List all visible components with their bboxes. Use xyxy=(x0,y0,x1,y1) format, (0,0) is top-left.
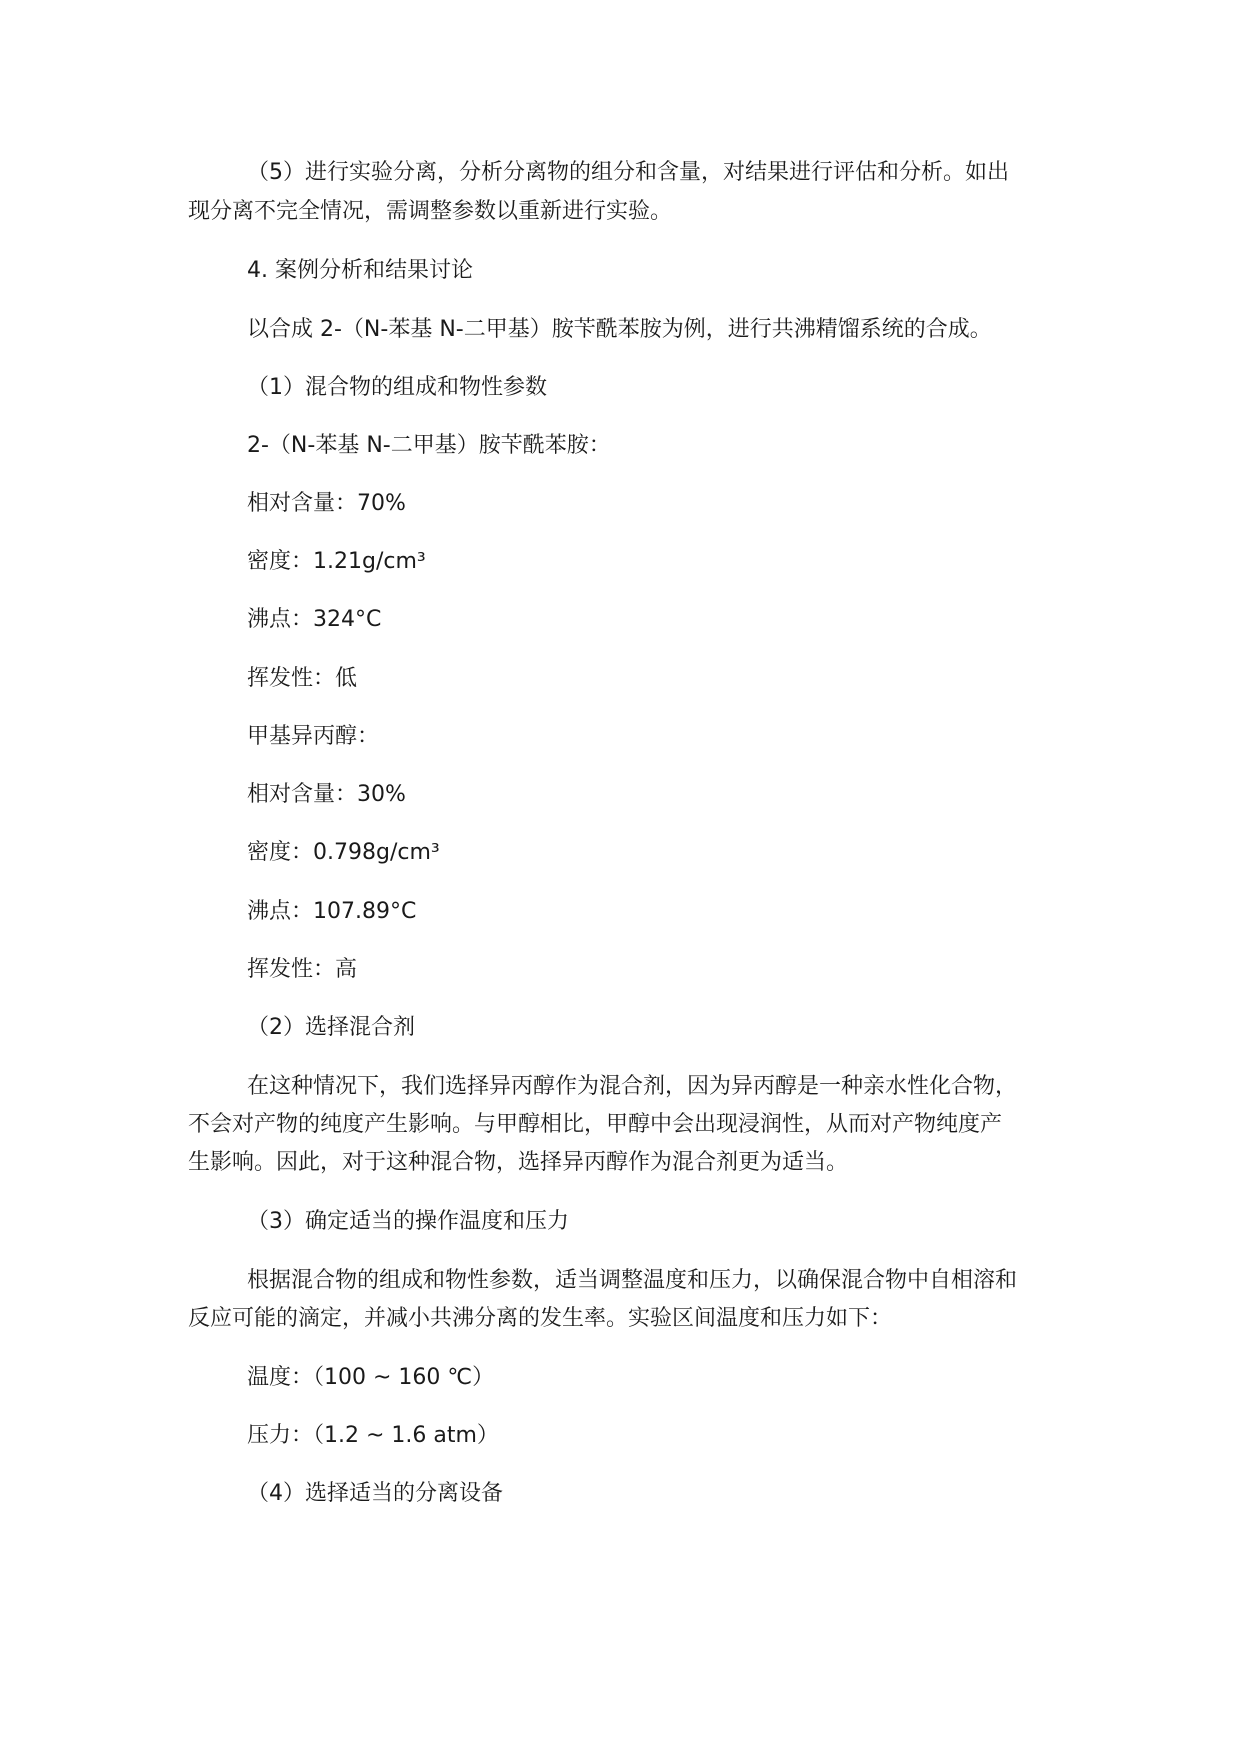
compound-2-density: 密度：0.798g/cm³ xyxy=(247,840,440,865)
paragraph-step-5-line-1: （5）进行实验分离，分析分离物的组分和含量，对结果进行评估和分析。如出 xyxy=(247,160,1009,185)
subheading-4: （4）选择适当的分离设备 xyxy=(247,1481,503,1506)
compound-2-volatility: 挥发性：高 xyxy=(247,957,358,982)
section-heading: 4. 案例分析和结果讨论 xyxy=(247,258,473,283)
compound-2-boiling-point: 沸点：107.89°C xyxy=(247,899,417,924)
compound-2-name: 甲基异丙醇： xyxy=(247,724,380,749)
subheading-3: （3）确定适当的操作温度和压力 xyxy=(247,1209,569,1234)
compound-1-boiling-point: 沸点：324°C xyxy=(247,607,382,632)
paragraph-conditions-line-1: 根据混合物的组成和物性参数，适当调整温度和压力，以确保混合物中自相溶和 xyxy=(247,1268,1018,1293)
compound-1-content: 相对含量：70% xyxy=(247,491,406,516)
paragraph-mixer-line-2: 不会对产物的纯度产生影响。与甲醇相比，甲醇中会出现浸润性，从而对产物纯度产 xyxy=(188,1112,1003,1137)
paragraph-conditions-line-2: 反应可能的滴定，并减小共沸分离的发生率。实验区间温度和压力如下： xyxy=(188,1306,893,1331)
subheading-1: （1）混合物的组成和物性参数 xyxy=(247,375,547,400)
temperature-range: 温度：（100 ~ 160 ℃） xyxy=(247,1365,495,1390)
compound-1-name: 2-（N-苯基 N-二甲基）胺苄酰苯胺： xyxy=(247,433,611,458)
paragraph-mixer-line-1: 在这种情况下，我们选择异丙醇作为混合剂，因为异丙醇是一种亲水性化合物， xyxy=(247,1074,1018,1099)
compound-1-density: 密度：1.21g/cm³ xyxy=(247,549,426,574)
subheading-2: （2）选择混合剂 xyxy=(247,1015,415,1040)
paragraph-intro: 以合成 2-（N-苯基 N-二甲基）胺苄酰苯胺为例，进行共沸精馏系统的合成。 xyxy=(247,317,992,342)
paragraph-mixer-line-3: 生影响。因此，对于这种混合物，选择异丙醇作为混合剂更为适当。 xyxy=(188,1150,849,1175)
compound-1-volatility: 挥发性：低 xyxy=(247,666,358,691)
compound-2-content: 相对含量：30% xyxy=(247,782,406,807)
paragraph-step-5-line-2: 现分离不完全情况，需调整参数以重新进行实验。 xyxy=(188,199,673,224)
pressure-range: 压力：（1.2 ~ 1.6 atm） xyxy=(247,1423,499,1448)
